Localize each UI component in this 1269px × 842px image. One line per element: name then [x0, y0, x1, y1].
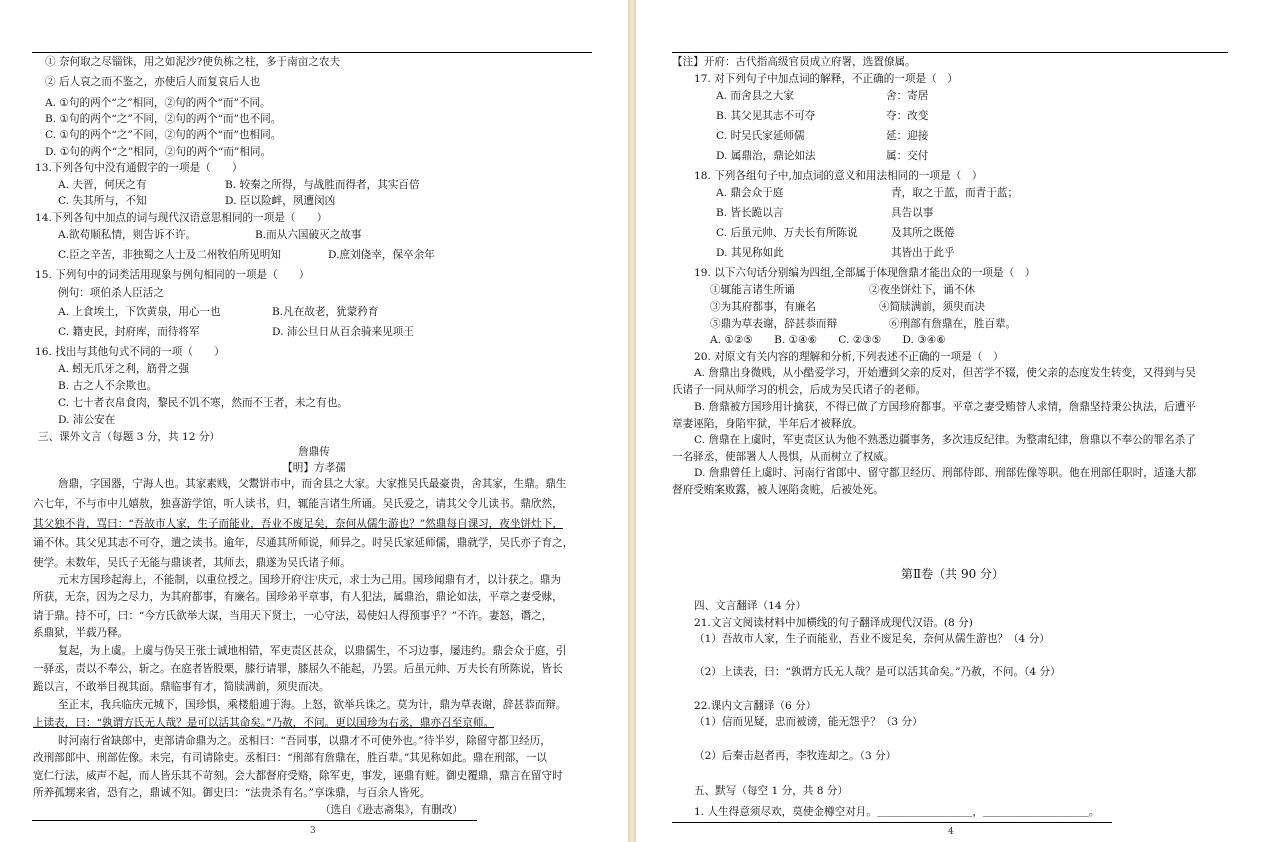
option-line: A. 蚓无爪牙之利，筋骨之强: [58, 363, 189, 375]
question-19: 19. 以下六句话分别编为四组,全部属于体现詹鼎才能出众的一项是（ ）: [694, 267, 1036, 279]
exam-page-4: [636, 0, 1269, 842]
option-gloss: 其皆出于此乎: [891, 247, 955, 259]
option-gloss: 夺：改变: [886, 110, 929, 122]
option-line: C. 后虽元帅、万夫长有所陈说: [716, 227, 858, 239]
passage-line: 请于鼎。持不可，曰：“今方氏欲举大谋，当用天下贤士，一心守法，曷使妇人得预事乎？”不许。妻怒，谮之，: [33, 610, 553, 622]
option-line: A. ①②⑤ B. ①④⑥ C. ②③⑤ D. ③④⑥: [710, 334, 946, 346]
option-line: D. 沛公旦日从百余骑来见项王: [272, 326, 414, 338]
passage-line: 宽仁行法，威声不起，而人皆乐其不苛刻。会大都督府受赂，除军吏，事发，诬鼎有赃。御史覆鼎，鼎言在留守时: [33, 770, 563, 782]
item-line: ②夜坐饼灶下，诵不休: [869, 284, 975, 296]
option-text: 氏诸子一同从师学习的机会，后成为吴氏诸子的老师。: [672, 384, 927, 396]
option-gloss: 及其所之既倦: [891, 227, 955, 239]
option-line: C. ①句的两个“之”不同，②句的两个“而”也相同。: [45, 129, 282, 141]
item-line: ⑥刑部有詹鼎在，胜百辈。: [889, 318, 1017, 330]
item-line: ④简牍满前，须臾而决: [879, 301, 985, 313]
question-21: 21.文言文阅读材料中加横线的句子翻译成现代汉语。(8 分): [694, 617, 973, 629]
question-22-2: （2）后秦击赵者再，李牧连却之。（3 分）: [694, 750, 897, 762]
section-title: 第Ⅱ卷（共 90 分）: [900, 567, 1005, 581]
option-gloss: 具告以事: [891, 207, 934, 219]
bottom-rule: [32, 820, 477, 821]
option-line: C. 籍吏民，封府库，而待将军: [58, 326, 200, 338]
passage-author: 【明】方孝孺: [282, 462, 346, 474]
section-heading: 四、文言翻译（14 分）: [694, 600, 807, 612]
passage-line: 元末方国珍起海上，不能制，以重位授之。国珍开府⁽注⁾庆元，求士为己用。国珍闻鼎有才，以计获之。鼎为: [58, 574, 562, 586]
option-line: B. 古之人不余欺也。: [58, 380, 158, 392]
passage-line: 上读表，曰：“孰谓方氏无人哉？是可以活其命矣。”乃赦，不问。更以国珍为右丞，鼎亦召至京师。: [33, 717, 495, 729]
page-spine: [628, 0, 636, 842]
option-line: B. 皆长跪以言: [716, 207, 784, 219]
option-line: A. 而舍县之大家: [716, 90, 794, 102]
top-rule: [672, 52, 1228, 53]
option-line: C. 时吴氏家延师儒: [716, 130, 805, 142]
option-line: C. 失其所与，不知: [58, 195, 147, 207]
option-text: C. 詹鼎在上虞时，军吏责区认为他不熟悉边疆事务，多次违反纪律。为整肃纪律，詹鼎以不奉公的罪名杀了: [694, 434, 1196, 446]
option-text: 一名驿丞，使部署人人畏惧，从而树立了权威。: [672, 451, 895, 463]
passage-line: 其父独不肯，骂曰：“吾故市人家，生子而能业，吾业不废足矣，奈何从儒生游也？”然鼎每自课习，夜坐饼灶下，: [33, 518, 563, 530]
page-number: 4: [948, 827, 954, 837]
option-line: A. ①句的两个“之”相同，②句的两个“而”不同。: [45, 97, 271, 109]
item-line: ③为其府都事，有廉名: [710, 301, 816, 313]
item-line: ⑤鼎为草表谢，辞甚恭而辩: [710, 318, 838, 330]
option-line: D. 属鼎治，鼎论如法: [716, 150, 816, 162]
option-line: D. 其见称如此: [716, 247, 784, 259]
option-text: A. 詹鼎出身微贱，从小酷爱学习，开始遭到父亲的反对，但苦学不辍，使父亲的态度发生转变，又得到与吴: [694, 367, 1196, 379]
question-21-1: （1）吾故市人家，生子而能业，吾业不废足矣，奈何从儒生游也？（4 分）: [694, 633, 1050, 645]
fill-blank-line: 1. 人生得意须尽欢，莫使金樽空对月。＿＿＿＿＿＿＿＿＿，＿＿＿＿＿＿＿＿＿＿。: [694, 806, 1100, 818]
question-18: 18. 下列各组句子中,加点词的意义和用法相同的一项是（ ）: [694, 170, 983, 182]
option-line: A.欲苟顺私情，则告诉不许。: [58, 229, 197, 241]
passage-line: 所获，无奈，因为之尽力，为其府都事，有廉名。国珍弟平章事，有人犯法，属鼎治，鼎论如法，平章之妻受赇，: [33, 591, 563, 603]
passage-title: 詹鼎传: [298, 446, 330, 458]
option-gloss: 属：交付: [886, 150, 929, 162]
section-heading: 三、课外文言（每题 3 分，共 12 分）: [38, 431, 221, 443]
option-line: D. 沛公安在: [58, 414, 116, 426]
passage-line: 改刑部郎中、刑部佐像。未完，有司请除吏。丞相曰：“刑部有詹鼎在，胜百辈。”其见称如此。鼎在刑部，一以: [33, 752, 548, 764]
option-line: B. 较秦之所得，与战胜而得者，其实百倍: [225, 179, 420, 191]
passage-line: 跪以言，不敢举目视其面。鼎临事有才，简牍满前，须臾而决。: [33, 681, 330, 693]
exam-page-3: [0, 0, 628, 842]
option-line: B.而从六国破灭之故事: [255, 229, 362, 241]
option-text: 章妻诬陷，身陷牢狱，半年后才被释放。: [672, 418, 863, 430]
option-text: B. 詹鼎被方国珍用计擒获，不得已做了方国珍府都事。平章之妻受贿替人求情，詹鼎坚持秉公执法，后遭平: [694, 401, 1196, 413]
option-gloss: 舍：寄居: [886, 90, 929, 102]
item-line: ①辄能言诸生所诵: [710, 284, 795, 296]
question-13: 13.下列各句中没有通假字的一项是（ ）: [35, 162, 243, 174]
passage-source: （选自《逊志斋集》，有删改）: [320, 804, 464, 816]
option-line: C.臣之辛苦，非独蜀之人士及二州牧伯所见明知: [58, 249, 281, 261]
option-text: 督府受贿案败露，被人诬陷贪赃，后被处死。: [672, 484, 884, 496]
passage-line: 一驿丞，责以不奉公，斩之。在庭者皆股栗，膝行请罪，膝屈久不能起，乃罢。后虽元帅、万夫长有所陈说，皆长: [33, 663, 563, 675]
passage-line: 所养孤甥来省，恐有之，鼎诚不知。御史曰：“法贵杀有名。”享诛鼎，与百余人皆死。: [33, 787, 431, 799]
passage-line: 诵不休。其父见其志不可夺，遣之读书。逾年，尽通其所师说，师异之。时吴氏家延师儒，鼎就学，吴氏亦子育之，: [33, 537, 574, 549]
bottom-rule: [672, 822, 1112, 823]
page-number: 3: [310, 826, 316, 836]
section-heading: 五、默写（每空 1 分，共 8 分）: [694, 785, 849, 797]
question-17: 17. 对下列句子中加点词的解释，不正确的一项是（ ）: [694, 73, 958, 85]
option-line: B.凡在故老，犹蒙矜育: [272, 306, 379, 318]
passage-line: 詹鼎，字国器，宁海人也。其家素贱，父鬻饼市中，而舍县之大家。大家推吴氏最豪贵，舍其家，生鼎。鼎生: [58, 478, 567, 490]
passage-line: 系鼎狱，半载乃释。: [33, 627, 129, 639]
option-text: D. 詹鼎曾任上虞时、河南行省郎中、留守都卫经历、刑部侍郎、刑部佐像等职。他在刑部任职时，适逢大都: [694, 467, 1197, 479]
example-line: 例句：项伯杀人臣活之: [58, 287, 164, 299]
option-gloss: 延：迎接: [886, 130, 929, 142]
option-line: ② 后人哀之而不鉴之，亦使后人而复哀后人也: [45, 76, 261, 88]
option-line: A. 上食埃土，下饮黄泉，用心一也: [58, 306, 221, 318]
option-line: D. ①句的两个“之”相同，②句的两个“而”相同。: [45, 146, 272, 158]
option-line: D.庶刘侥幸，保卒余年: [328, 249, 435, 261]
option-line: D. 臣以险衅，夙遭闵凶: [225, 195, 336, 207]
option-line: B. ①句的两个“之”不同，②句的两个“而”也不同。: [45, 113, 282, 125]
option-line: B. 其父见其志不可夺: [716, 110, 816, 122]
option-line: A. 鼎会众于庭: [716, 187, 784, 199]
passage-line: 至正末，我兵临庆元城下，国珍惧，乘楼船逋于海。上怒，欲举兵诛之。莫为计，鼎为草表谢，辞甚恭而辩。: [58, 699, 567, 711]
question-15: 15. 下列句中的词类活用现象与例句相同的一项是（ ）: [35, 269, 310, 281]
option-gloss: 青，取之于蓝，而青于蓝；: [891, 187, 1019, 199]
passage-line: 复起，为上虞。上虞与伪吴王张士诚地相错，军吏责区甚众，以鼎儒生，不习边事，屡违约。鼎会众于庭，引: [58, 645, 567, 657]
top-rule: [32, 52, 592, 53]
option-line: C. 七十者衣帛食肉，黎民不饥不寒，然而不王者，未之有也。: [58, 397, 348, 409]
option-line: ① 奈何取之尽锱铢，用之如泥沙?使负栋之柱，多于南亩之农夫: [45, 56, 341, 68]
note-line: 【注】开府：古代指高级官员成立府署，选置僚属。: [672, 56, 916, 68]
passage-line: 使学。未数年，吴氏子无能与鼎谈者，其师去，鼎遂为吴氏诸子师。: [33, 557, 351, 569]
passage-line: 六七年，不与市中儿嬉敖，独喜游学馆，听人读书，归，辄能言诸生所诵。吴氏爱之，请其父令儿读书。鼎欣然，: [33, 498, 563, 510]
question-14: 14.下列各句中加点的词与现代汉语意思相同的一项是（ ）: [35, 212, 328, 224]
question-21-2: （2）上读表，曰：“孰谓方氏无人哉？是可以活其命矣。”乃赦，不问。（4 分）: [694, 666, 1061, 678]
question-20: 20. 对原文有关内容的理解和分析,下列表述不正确的一项是（ ）: [694, 351, 1004, 363]
question-22: 22.课内文言翻译（6 分）: [694, 700, 817, 712]
question-22-1: （1）信而见疑，忠而被谤，能无怨乎？（3 分）: [694, 716, 923, 728]
passage-line: 时河南行省缺郎中，吏部请命鼎为之。丞相曰：“吾同事，以鼎才不可使外也。”待半岁，除留守都卫经历，: [58, 735, 551, 747]
option-line: A. 夫晋，何厌之有: [58, 179, 147, 191]
question-16: 16. 找出与其他句式不同的一项（ ）: [35, 346, 225, 358]
